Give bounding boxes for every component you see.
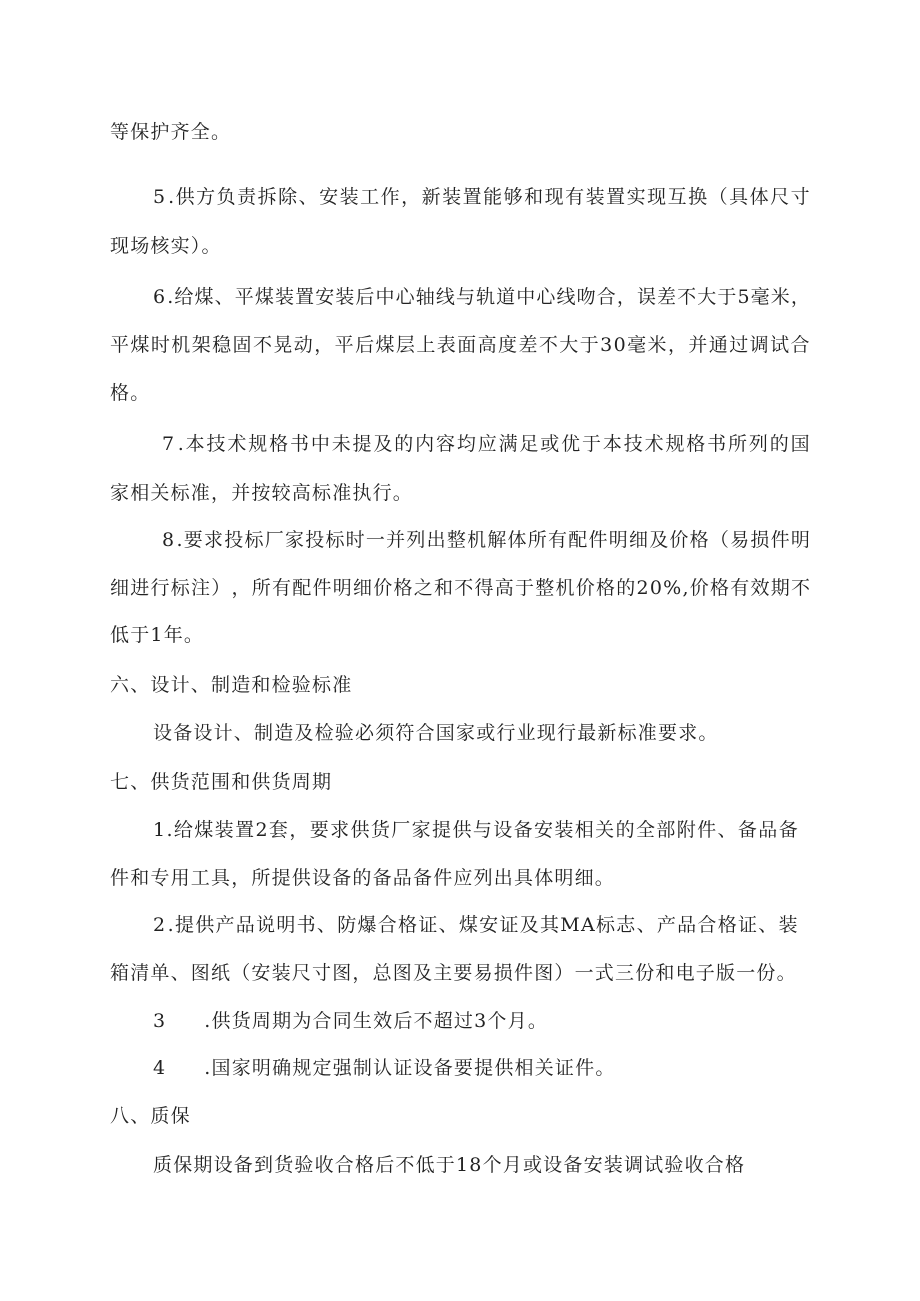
section-7-item-1-line-2: 件和专用工具，所提供设备的备品备件应列出具体明细。	[110, 867, 616, 889]
section-6-body: 设备设计、制造及检验必须符合国家或行业现行最新标准要求。	[153, 722, 719, 744]
item-3-text: .供货周期为合同生效后不超过3个月。	[204, 1010, 549, 1032]
item-8-line-1: 8 . 要 求 投 标 厂 家 投 标 时 一 并 列 出 整 机 解 体 所 有 配 件 明 细 及 价 格 （ 易 损 件 明	[162, 529, 810, 551]
item-4-number: 4	[153, 1057, 167, 1079]
section-heading-8: 八、质保	[110, 1105, 191, 1127]
section-heading-6: 六、设计、制造和检验标准	[110, 674, 353, 696]
section-heading-7: 七、供货范围和供货周期	[110, 771, 333, 793]
section-7-item-3	[153, 1009, 548, 1033]
item-7-line-1: 7 . 本 技 术 规 格 书 中 未 提 及 的 内 容 均 应 满 足 或 优 于 本 技 术 规 格 书 所 列 的 国	[162, 433, 810, 455]
item-4-text: .国家明确规定强制认证设备要提供相关证件。	[204, 1057, 616, 1079]
item-5-line-2: 现场核实）。	[110, 235, 222, 257]
section-7-item-1-line-1: 1 . 给 煤 装 置 2 套 ， 要 求 供 货 厂 家 提 供 与 设 备 安 装 相 关 的 全 部 附 件 、 备 品 备	[153, 819, 798, 841]
item-6-line-1: 6 . 给 煤 、 平 煤 装 置 安 装 后 中 心 轴 线 与 轨 道 中 心 线 吻 合 ， 误 差 不 大 于 5 毫 米 ，	[153, 286, 810, 308]
item-5-line-1: 5 . 供 方 负 责 拆 除 、 安 装 工 作 ， 新 装 置 能 够 和 现 有 装 置 实 现 互 换 （ 具 体 尺 寸	[153, 186, 810, 208]
item-8-line-3: 低于1年。	[110, 624, 205, 646]
text-line-continuation: 等保护齐全。	[110, 121, 232, 143]
item-3-number: 3	[153, 1010, 167, 1032]
item-8-line-2: 细 进 行 标 注 ） ， 所 有 配 件 明 细 价 格 之 和 不 得 高 于 整 机 价 格 的 2 0 % , 价 格 有 效 期 不	[110, 577, 810, 599]
item-7-line-2: 家相关标准，并按较高标准执行。	[110, 482, 414, 504]
section-7-item-2-line-2: 箱清单、图纸（安装尺寸图，总图及主要易损件图）一式三份和电子版一份。	[110, 962, 797, 984]
item-6-line-2: 平 煤 时 机 架 稳 固 不 晃 动 ， 平 后 煤 层 上 表 面 高 度 差 不 大 于 3 0 毫 米 ， 并 通 过 调 试 合	[110, 334, 810, 356]
section-8-body: 质保期设备到货验收合格后不低于18个月或设备安装调试验收合格	[153, 1154, 746, 1176]
section-7-item-4	[153, 1056, 616, 1080]
item-6-line-3: 格。	[110, 382, 151, 404]
section-7-item-2-line-1: 2 . 提 供 产 品 说 明 书 、 防 爆 合 格 证 、 煤 安 证 及 其 M A 标 志 、 产 品 合 格 证 、 装	[153, 914, 798, 936]
